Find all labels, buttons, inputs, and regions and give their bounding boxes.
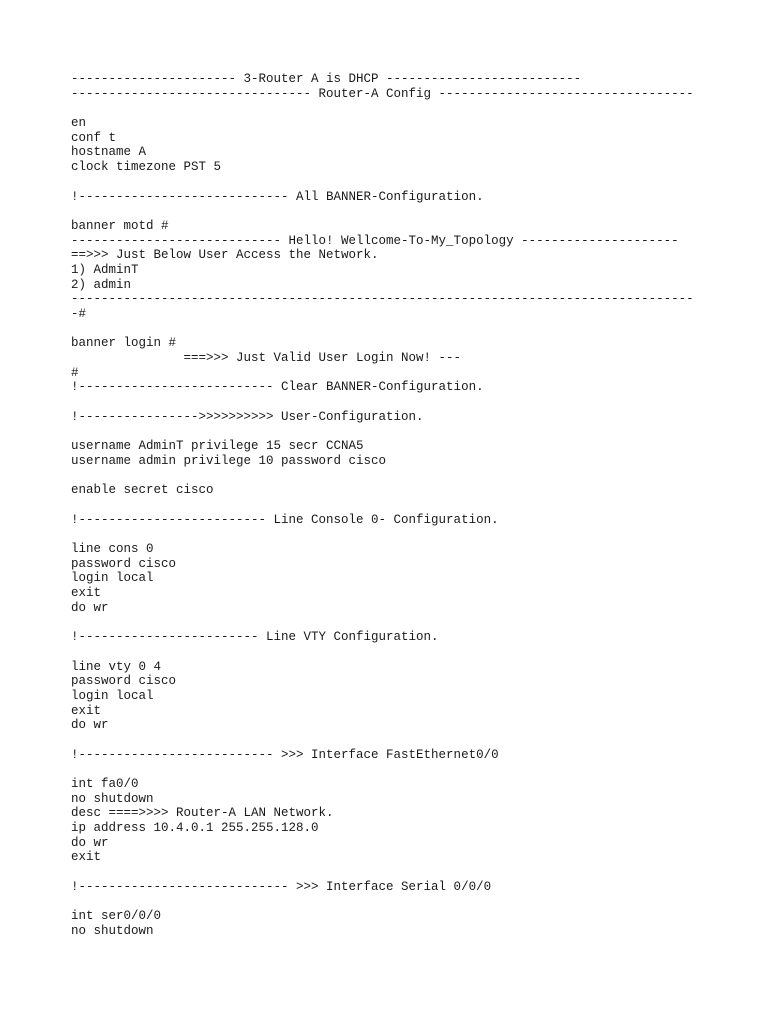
- config-line: !------------------------- Line Console 0- Configuration.: [71, 512, 499, 527]
- config-line: login local: [71, 688, 154, 703]
- config-line: login local: [71, 571, 154, 586]
- config-line: int ser0/0/0: [71, 909, 162, 924]
- config-line: no shutdown: [71, 791, 154, 806]
- config-line: !-------------------------- Clear BANNER-Configuration.: [71, 380, 484, 395]
- config-line: desc ====>>>> Router-A LAN Network.: [71, 806, 334, 821]
- config-line: ip address 10.4.0.1 255.255.128.0: [71, 821, 319, 836]
- config-line: banner motd #: [71, 218, 169, 233]
- config-line: #: [71, 365, 79, 380]
- config-line: en: [71, 116, 87, 131]
- config-line: do wr: [71, 718, 109, 733]
- config-line: [71, 204, 761, 219]
- config-line: ==>>> Just Below User Access the Network.: [71, 248, 379, 263]
- config-line: ---------------------- 3-Router A is DHCP --------------------------: [71, 72, 582, 86]
- config-line: int fa0/0: [71, 777, 139, 791]
- config-line: hostname A: [71, 145, 147, 160]
- config-line: [71, 425, 761, 440]
- config-line: exit: [71, 850, 102, 865]
- config-line: username admin privilege 10 password cisco: [71, 453, 387, 468]
- config-line: no shutdown: [71, 923, 154, 938]
- config-line: [71, 615, 761, 630]
- config-line: !---------------->>>>>>>>>> User-Configuration.: [71, 409, 424, 424]
- config-line: [71, 498, 761, 513]
- config-line: !---------------------------- All BANNER-Configuration.: [71, 189, 484, 204]
- config-line: [71, 527, 761, 542]
- config-line: clock timezone PST 5: [71, 160, 222, 175]
- config-line: exit: [71, 703, 102, 718]
- config-line: line cons 0: [71, 542, 154, 556]
- config-text-block: [71, 72, 761, 939]
- config-line: !-------------------------- >>> Interface FastEthernet0/0: [71, 747, 499, 762]
- config-line: line vty 0 4: [71, 659, 162, 674]
- config-line: banner login #: [71, 336, 177, 351]
- config-line: exit: [71, 586, 102, 601]
- config-line: do wr: [71, 600, 109, 615]
- config-line: [71, 469, 761, 484]
- config-line: [71, 865, 761, 880]
- config-line: do wr: [71, 835, 109, 850]
- config-line: [71, 762, 761, 777]
- config-line: -#: [71, 307, 87, 321]
- config-line: -------------------------------- Router-A Config ----------------------------------: [71, 86, 694, 101]
- config-line: 2) admin: [71, 277, 132, 292]
- config-line: password cisco: [71, 674, 177, 689]
- config-line: [71, 733, 761, 748]
- config-line: !---------------------------- >>> Interface Serial 0/0/0: [71, 879, 492, 894]
- config-line: [71, 395, 761, 410]
- config-line: ===>>> Just Valid User Login Now! ---: [71, 351, 462, 366]
- config-line: username AdminT privilege 15 secr CCNA5: [71, 439, 364, 454]
- config-line: [71, 322, 761, 337]
- config-line: ---------------------------- Hello! Wellcome-To-My_Topology ---------------------: [71, 233, 679, 248]
- config-line: [71, 895, 761, 910]
- config-line: [71, 175, 761, 190]
- config-line: conf t: [71, 130, 117, 145]
- config-line: -----------------------------------------------------------------------------------: [71, 292, 694, 307]
- config-line: enable secret cisco: [71, 483, 214, 498]
- config-line: [71, 645, 761, 660]
- config-line: [71, 101, 761, 116]
- config-line: !------------------------ Line VTY Configuration.: [71, 630, 439, 645]
- config-line: 1) AdminT: [71, 262, 139, 277]
- config-line: password cisco: [71, 556, 177, 571]
